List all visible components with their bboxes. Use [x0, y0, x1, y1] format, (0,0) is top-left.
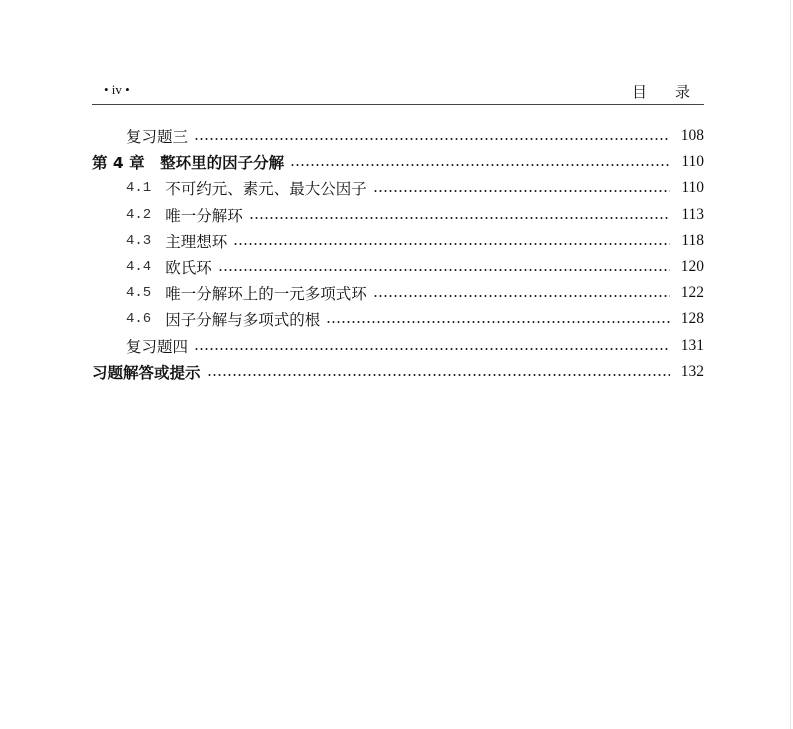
toc-entry-page: 110 [681, 179, 704, 197]
toc-leader-dots [373, 190, 670, 192]
toc-entry-page: 120 [680, 258, 704, 276]
toc-entry[interactable] [92, 202, 704, 228]
toc-leader-dots [326, 321, 670, 323]
toc-entry-number: 4.3 [126, 232, 152, 249]
header-page-number: • iv • [104, 82, 130, 97]
toc-entry[interactable] [92, 175, 704, 201]
toc-entry[interactable] [92, 306, 704, 332]
toc-entry-title: 复习题四 [126, 337, 189, 356]
toc-leader-dots [249, 217, 670, 219]
toc-leader-dots [233, 243, 670, 245]
running-header [92, 80, 718, 105]
toc-entry-page: 132 [680, 362, 704, 380]
toc-chapter-entry[interactable] [92, 359, 704, 385]
toc-entry-page: 128 [680, 310, 704, 328]
toc-entry-number: 4.4 [126, 259, 152, 276]
toc-entry-number: 4.2 [126, 206, 152, 223]
toc-entry[interactable] [92, 254, 704, 280]
toc-entry[interactable] [92, 280, 704, 306]
toc-leader-dots [207, 374, 670, 376]
toc-entry-title: 习题解答或提示 [92, 363, 201, 382]
toc-entry-number: 4.1 [126, 180, 152, 197]
toc-chapter-entry[interactable] [92, 149, 704, 175]
toc-entry-page: 122 [680, 284, 704, 302]
toc-entry-page: 118 [681, 231, 704, 249]
header-section-title: 目录 [631, 83, 718, 101]
toc-entry-page: 110 [681, 153, 704, 171]
toc-entry-title: 主理想环 [165, 232, 228, 251]
page-edge-line [790, 0, 791, 729]
toc-leader-dots [218, 269, 670, 271]
toc-entry-title: 第 4 章 整环里的因子分解 [92, 154, 285, 173]
toc-entry-page: 131 [680, 336, 704, 354]
toc-entry-number: 4.5 [126, 285, 152, 302]
toc-leader-dots [194, 138, 670, 140]
toc-entry[interactable] [92, 123, 704, 149]
toc-entry[interactable] [92, 333, 704, 359]
toc-entry[interactable] [92, 228, 704, 254]
toc-entry-title: 复习题三 [126, 128, 189, 147]
toc-entry-page: 113 [681, 205, 704, 223]
toc-entry-title: 唯一分解环上的一元多项式环 [165, 285, 367, 304]
toc-leader-dots [194, 348, 670, 350]
toc-entry-title: 欧氏环 [165, 259, 212, 278]
toc-entry-title: 唯一分解环 [165, 206, 243, 225]
toc-leader-dots [373, 295, 670, 297]
toc-entry-title: 因子分解与多项式的根 [165, 311, 321, 330]
toc-entry-number: 4.6 [126, 311, 152, 328]
table-of-contents [92, 123, 704, 385]
toc-entry-title: 不可约元、素元、最大公因子 [165, 180, 367, 199]
toc-entry-page: 108 [680, 127, 704, 145]
toc-leader-dots [290, 164, 670, 166]
